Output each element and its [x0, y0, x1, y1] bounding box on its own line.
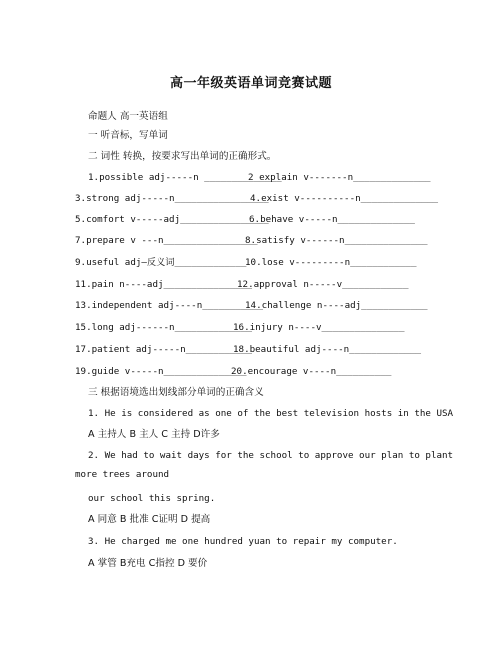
word-pair-left: 19.guide v-----n_______________: [75, 366, 247, 377]
word-pair-right: 18.beautiful adj----n_____________: [233, 344, 422, 355]
question-stem: 3. He charged me one hundred yuan to repair my computer.: [88, 536, 398, 547]
word-pair-right: 4.exist v----------n______________: [250, 193, 439, 204]
word-pair-right: 10.lose v---------n____________: [245, 257, 417, 268]
question-options: A 掌管 B充电 C指控 D 要价: [88, 558, 208, 569]
section-heading-context-meaning: 三 根据语境选出划线部分单词的正确含义: [88, 387, 264, 398]
section-heading-listening: 一 听音标，写单词: [88, 130, 168, 141]
word-pair-left: 15.long adj------n______________: [75, 322, 253, 333]
word-pair-left: 11.pain n----adj________________: [75, 279, 253, 290]
word-pair-left: 17.patient adj-----n____________: [75, 344, 253, 355]
question-options: A 主持人 B 主人 C 主持 D许多: [88, 429, 220, 440]
word-pair-right: 8.satisfy v------n_______________: [245, 235, 428, 246]
word-pair-left: 3.strong adj-----n_________________: [75, 193, 269, 204]
word-pair-right: 2 explain v-------n______________: [248, 172, 431, 183]
page-title: 高一年级英语单词竞赛试题: [169, 76, 332, 91]
author-line: 命题人 高一英语组: [88, 111, 168, 122]
word-pair-left: 1.possible adj-----n ______________: [88, 172, 282, 183]
word-pair-right: 12.approval n-----v____________: [237, 279, 409, 290]
question-options: A 同意 B 批准 C证明 D 提高: [88, 514, 211, 525]
question-stem-continued: more trees around: [75, 469, 170, 480]
word-pair-left: 7.prepare v ---n_________________: [75, 235, 258, 246]
word-pair-right: 14.challenge n----adj____________: [245, 300, 428, 311]
word-pair-left: 5.comfort v-----adj________________: [75, 214, 269, 225]
word-pair-left: 9.useful adj—反义词_____________: [75, 257, 247, 268]
word-pair-right: 16.injury n----v_______________: [233, 322, 405, 333]
question-stem: 2. We had to wait days for the school to approve our plan to plant: [88, 450, 454, 461]
section-heading-word-forms: 二 词性 转换，按要求写出单词的正确形式。: [88, 151, 277, 162]
word-pair-left: 13.independent adj----n___________: [75, 300, 264, 311]
word-pair-right: 20.encourage v----n__________: [231, 366, 392, 377]
question-stem-continued: our school this spring.: [88, 493, 216, 504]
question-stem: 1. He is considered as one of the best television hosts in the USA: [88, 408, 454, 419]
word-pair-right: 6.behave v-----n______________: [249, 214, 415, 225]
